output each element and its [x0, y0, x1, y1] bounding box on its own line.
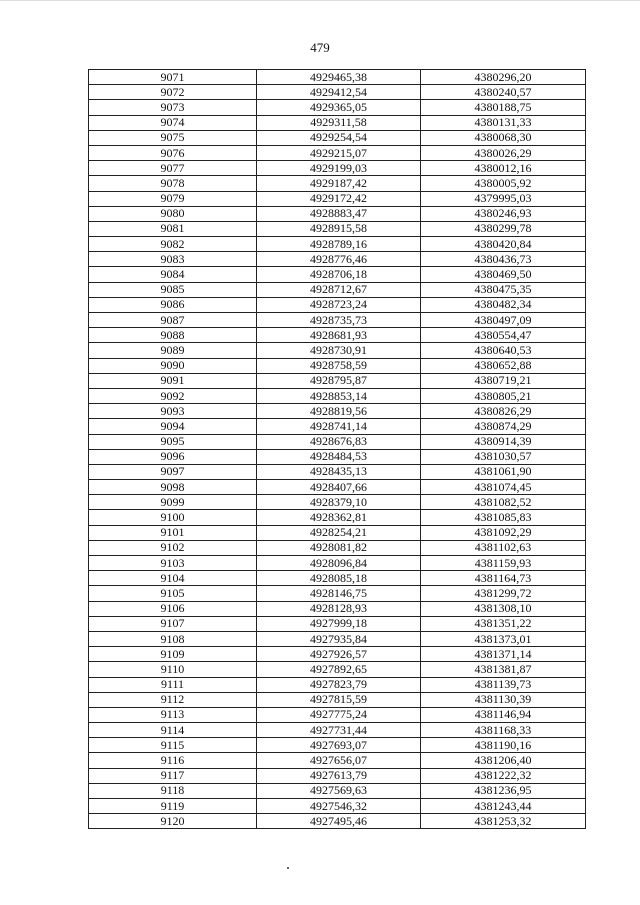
- point-number-cell: 9118: [89, 783, 257, 798]
- x-coordinate-cell: 4928484,53: [257, 449, 421, 464]
- table-row: [89, 495, 586, 510]
- table-row: [89, 677, 586, 692]
- x-coordinate-cell: 4928730,91: [257, 343, 421, 358]
- y-coordinate-cell: 4381351,22: [421, 616, 586, 631]
- x-coordinate-cell: 4927815,59: [257, 692, 421, 707]
- table-row: [89, 358, 586, 373]
- table-row: [89, 343, 586, 358]
- point-number-cell: 9108: [89, 631, 257, 646]
- point-number-cell: 9079: [89, 191, 257, 206]
- point-number-cell: 9104: [89, 571, 257, 586]
- point-number-cell: 9101: [89, 525, 257, 540]
- table-row: [89, 723, 586, 738]
- x-coordinate-cell: 4929365,05: [257, 100, 421, 115]
- table-row: [89, 176, 586, 191]
- x-coordinate-cell: 4928128,93: [257, 601, 421, 616]
- x-coordinate-cell: 4929199,03: [257, 161, 421, 176]
- point-number-cell: 9093: [89, 404, 257, 419]
- point-number-cell: 9119: [89, 799, 257, 814]
- table-row: [89, 419, 586, 434]
- scan-edge-line: [0, 0, 640, 1]
- point-number-cell: 9092: [89, 388, 257, 403]
- y-coordinate-cell: 4381190,16: [421, 738, 586, 753]
- table-row: [89, 388, 586, 403]
- coordinates-table-body: [89, 70, 586, 829]
- x-coordinate-cell: 4928712,67: [257, 282, 421, 297]
- x-coordinate-cell: 4928741,14: [257, 419, 421, 434]
- x-coordinate-cell: 4928795,87: [257, 373, 421, 388]
- x-coordinate-cell: 4928681,93: [257, 328, 421, 343]
- y-coordinate-cell: 4381299,72: [421, 586, 586, 601]
- x-coordinate-cell: 4928706,18: [257, 267, 421, 282]
- y-coordinate-cell: 4381085,83: [421, 510, 586, 525]
- y-coordinate-cell: 4381373,01: [421, 631, 586, 646]
- x-coordinate-cell: 4928081,82: [257, 540, 421, 555]
- table-row: [89, 647, 586, 662]
- x-coordinate-cell: 4928723,24: [257, 297, 421, 312]
- table-row: [89, 707, 586, 722]
- y-coordinate-cell: 4380826,29: [421, 404, 586, 419]
- x-coordinate-cell: 4927775,24: [257, 707, 421, 722]
- table-row: [89, 145, 586, 160]
- table-row: [89, 571, 586, 586]
- table-row: [89, 586, 586, 601]
- x-coordinate-cell: 4928735,73: [257, 313, 421, 328]
- table-row: [89, 768, 586, 783]
- y-coordinate-cell: 4380640,53: [421, 343, 586, 358]
- point-number-cell: 9116: [89, 753, 257, 768]
- x-coordinate-cell: 4929254,54: [257, 130, 421, 145]
- point-number-cell: 9085: [89, 282, 257, 297]
- x-coordinate-cell: 4928915,58: [257, 221, 421, 236]
- y-coordinate-cell: 4381061,90: [421, 464, 586, 479]
- table-row: [89, 115, 586, 130]
- y-coordinate-cell: 4381146,94: [421, 707, 586, 722]
- table-row: [89, 799, 586, 814]
- y-coordinate-cell: 4380296,20: [421, 70, 586, 85]
- point-number-cell: 9086: [89, 297, 257, 312]
- point-number-cell: 9091: [89, 373, 257, 388]
- y-coordinate-cell: 4380469,50: [421, 267, 586, 282]
- table-row: [89, 738, 586, 753]
- x-coordinate-cell: 4928776,46: [257, 252, 421, 267]
- x-coordinate-cell: 4927569,63: [257, 783, 421, 798]
- y-coordinate-cell: 4381253,32: [421, 814, 586, 829]
- x-coordinate-cell: 4927999,18: [257, 616, 421, 631]
- x-coordinate-cell: 4928789,16: [257, 237, 421, 252]
- table-row: [89, 404, 586, 419]
- x-coordinate-cell: 4927823,79: [257, 677, 421, 692]
- point-number-cell: 9077: [89, 161, 257, 176]
- point-number-cell: 9072: [89, 85, 257, 100]
- y-coordinate-cell: 4380240,57: [421, 85, 586, 100]
- y-coordinate-cell: 4380005,92: [421, 176, 586, 191]
- point-number-cell: 9114: [89, 723, 257, 738]
- table-row: [89, 85, 586, 100]
- point-number-cell: 9080: [89, 206, 257, 221]
- y-coordinate-cell: 4380914,39: [421, 434, 586, 449]
- x-coordinate-cell: 4927495,46: [257, 814, 421, 829]
- x-coordinate-cell: 4928758,59: [257, 358, 421, 373]
- x-coordinate-cell: 4927892,65: [257, 662, 421, 677]
- x-coordinate-cell: 4928254,21: [257, 525, 421, 540]
- point-number-cell: 9095: [89, 434, 257, 449]
- y-coordinate-cell: 4380482,34: [421, 297, 586, 312]
- y-coordinate-cell: 4380874,29: [421, 419, 586, 434]
- point-number-cell: 9078: [89, 176, 257, 191]
- point-number-cell: 9107: [89, 616, 257, 631]
- table-row: [89, 221, 586, 236]
- y-coordinate-cell: 4381308,10: [421, 601, 586, 616]
- y-coordinate-cell: 4381159,93: [421, 556, 586, 571]
- y-coordinate-cell: 4381243,44: [421, 799, 586, 814]
- table-row: [89, 601, 586, 616]
- table-row: [89, 662, 586, 677]
- table-row: [89, 753, 586, 768]
- point-number-cell: 9071: [89, 70, 257, 85]
- point-number-cell: 9088: [89, 328, 257, 343]
- table-row: [89, 100, 586, 115]
- x-coordinate-cell: 4927613,79: [257, 768, 421, 783]
- table-row: [89, 252, 586, 267]
- table-row: [89, 191, 586, 206]
- point-number-cell: 9074: [89, 115, 257, 130]
- x-coordinate-cell: 4928362,81: [257, 510, 421, 525]
- y-coordinate-cell: 4381206,40: [421, 753, 586, 768]
- y-coordinate-cell: 4380026,29: [421, 145, 586, 160]
- x-coordinate-cell: 4929215,07: [257, 145, 421, 160]
- point-number-cell: 9090: [89, 358, 257, 373]
- table-row: [89, 161, 586, 176]
- point-number-cell: 9111: [89, 677, 257, 692]
- x-coordinate-cell: 4928146,75: [257, 586, 421, 601]
- y-coordinate-cell: 4381381,87: [421, 662, 586, 677]
- x-coordinate-cell: 4927926,57: [257, 647, 421, 662]
- table-row: [89, 556, 586, 571]
- y-coordinate-cell: 4381168,33: [421, 723, 586, 738]
- point-number-cell: 9096: [89, 449, 257, 464]
- table-row: [89, 130, 586, 145]
- table-row: [89, 434, 586, 449]
- y-coordinate-cell: 4381139,73: [421, 677, 586, 692]
- x-coordinate-cell: 4928819,56: [257, 404, 421, 419]
- y-coordinate-cell: 4380131,33: [421, 115, 586, 130]
- x-coordinate-cell: 4927935,84: [257, 631, 421, 646]
- y-coordinate-cell: 4381082,52: [421, 495, 586, 510]
- y-coordinate-cell: 4381371,14: [421, 647, 586, 662]
- y-coordinate-cell: 4380554,47: [421, 328, 586, 343]
- table-row: [89, 616, 586, 631]
- y-coordinate-cell: 4380246,93: [421, 206, 586, 221]
- point-number-cell: 9120: [89, 814, 257, 829]
- y-coordinate-cell: 4380188,75: [421, 100, 586, 115]
- table-row: [89, 525, 586, 540]
- point-number-cell: 9110: [89, 662, 257, 677]
- table-row: [89, 692, 586, 707]
- y-coordinate-cell: 4381092,29: [421, 525, 586, 540]
- point-number-cell: 9098: [89, 480, 257, 495]
- x-coordinate-cell: 4929172,42: [257, 191, 421, 206]
- x-coordinate-cell: 4928379,10: [257, 495, 421, 510]
- page-number: 479: [310, 40, 330, 55]
- y-coordinate-cell: 4380805,21: [421, 388, 586, 403]
- point-number-cell: 9109: [89, 647, 257, 662]
- y-coordinate-cell: 4380719,21: [421, 373, 586, 388]
- point-number-cell: 9100: [89, 510, 257, 525]
- x-coordinate-cell: 4928883,47: [257, 206, 421, 221]
- point-number-cell: 9076: [89, 145, 257, 160]
- coordinates-table: [88, 69, 586, 829]
- point-number-cell: 9117: [89, 768, 257, 783]
- y-coordinate-cell: 4381236,95: [421, 783, 586, 798]
- table-row: [89, 510, 586, 525]
- scan-dot: [287, 867, 289, 869]
- x-coordinate-cell: 4928096,84: [257, 556, 421, 571]
- x-coordinate-cell: 4928435,13: [257, 464, 421, 479]
- y-coordinate-cell: 4380299,78: [421, 221, 586, 236]
- table-row: [89, 313, 586, 328]
- x-coordinate-cell: 4928407,66: [257, 480, 421, 495]
- table-row: [89, 540, 586, 555]
- table-row: [89, 783, 586, 798]
- table-row: [89, 480, 586, 495]
- point-number-cell: 9097: [89, 464, 257, 479]
- table-row: [89, 282, 586, 297]
- point-number-cell: 9073: [89, 100, 257, 115]
- point-number-cell: 9103: [89, 556, 257, 571]
- point-number-cell: 9081: [89, 221, 257, 236]
- x-coordinate-cell: 4929187,42: [257, 176, 421, 191]
- y-coordinate-cell: 4381222,32: [421, 768, 586, 783]
- point-number-cell: 9112: [89, 692, 257, 707]
- y-coordinate-cell: 4379995,03: [421, 191, 586, 206]
- point-number-cell: 9075: [89, 130, 257, 145]
- point-number-cell: 9106: [89, 601, 257, 616]
- y-coordinate-cell: 4380652,88: [421, 358, 586, 373]
- y-coordinate-cell: 4380475,35: [421, 282, 586, 297]
- point-number-cell: 9087: [89, 313, 257, 328]
- y-coordinate-cell: 4381074,45: [421, 480, 586, 495]
- table-row: [89, 373, 586, 388]
- x-coordinate-cell: 4929311,58: [257, 115, 421, 130]
- x-coordinate-cell: 4928853,14: [257, 388, 421, 403]
- x-coordinate-cell: 4929465,38: [257, 70, 421, 85]
- table-row: [89, 631, 586, 646]
- x-coordinate-cell: 4929412,54: [257, 85, 421, 100]
- x-coordinate-cell: 4927731,44: [257, 723, 421, 738]
- table-row: [89, 70, 586, 85]
- x-coordinate-cell: 4927546,32: [257, 799, 421, 814]
- x-coordinate-cell: 4927656,07: [257, 753, 421, 768]
- point-number-cell: 9083: [89, 252, 257, 267]
- table-row: [89, 237, 586, 252]
- y-coordinate-cell: 4380420,84: [421, 237, 586, 252]
- y-coordinate-cell: 4380436,73: [421, 252, 586, 267]
- x-coordinate-cell: 4928676,83: [257, 434, 421, 449]
- y-coordinate-cell: 4381030,57: [421, 449, 586, 464]
- table-row: [89, 449, 586, 464]
- x-coordinate-cell: 4927693,07: [257, 738, 421, 753]
- y-coordinate-cell: 4381102,63: [421, 540, 586, 555]
- y-coordinate-cell: 4381164,73: [421, 571, 586, 586]
- point-number-cell: 9084: [89, 267, 257, 282]
- point-number-cell: 9113: [89, 707, 257, 722]
- point-number-cell: 9089: [89, 343, 257, 358]
- table-row: [89, 267, 586, 282]
- table-row: [89, 206, 586, 221]
- x-coordinate-cell: 4928085,18: [257, 571, 421, 586]
- table-row: [89, 814, 586, 829]
- y-coordinate-cell: 4380012,16: [421, 161, 586, 176]
- point-number-cell: 9102: [89, 540, 257, 555]
- y-coordinate-cell: 4380068,30: [421, 130, 586, 145]
- point-number-cell: 9099: [89, 495, 257, 510]
- table-row: [89, 328, 586, 343]
- table-row: [89, 297, 586, 312]
- point-number-cell: 9082: [89, 237, 257, 252]
- y-coordinate-cell: 4381130,39: [421, 692, 586, 707]
- point-number-cell: 9094: [89, 419, 257, 434]
- point-number-cell: 9115: [89, 738, 257, 753]
- point-number-cell: 9105: [89, 586, 257, 601]
- table-row: [89, 464, 586, 479]
- y-coordinate-cell: 4380497,09: [421, 313, 586, 328]
